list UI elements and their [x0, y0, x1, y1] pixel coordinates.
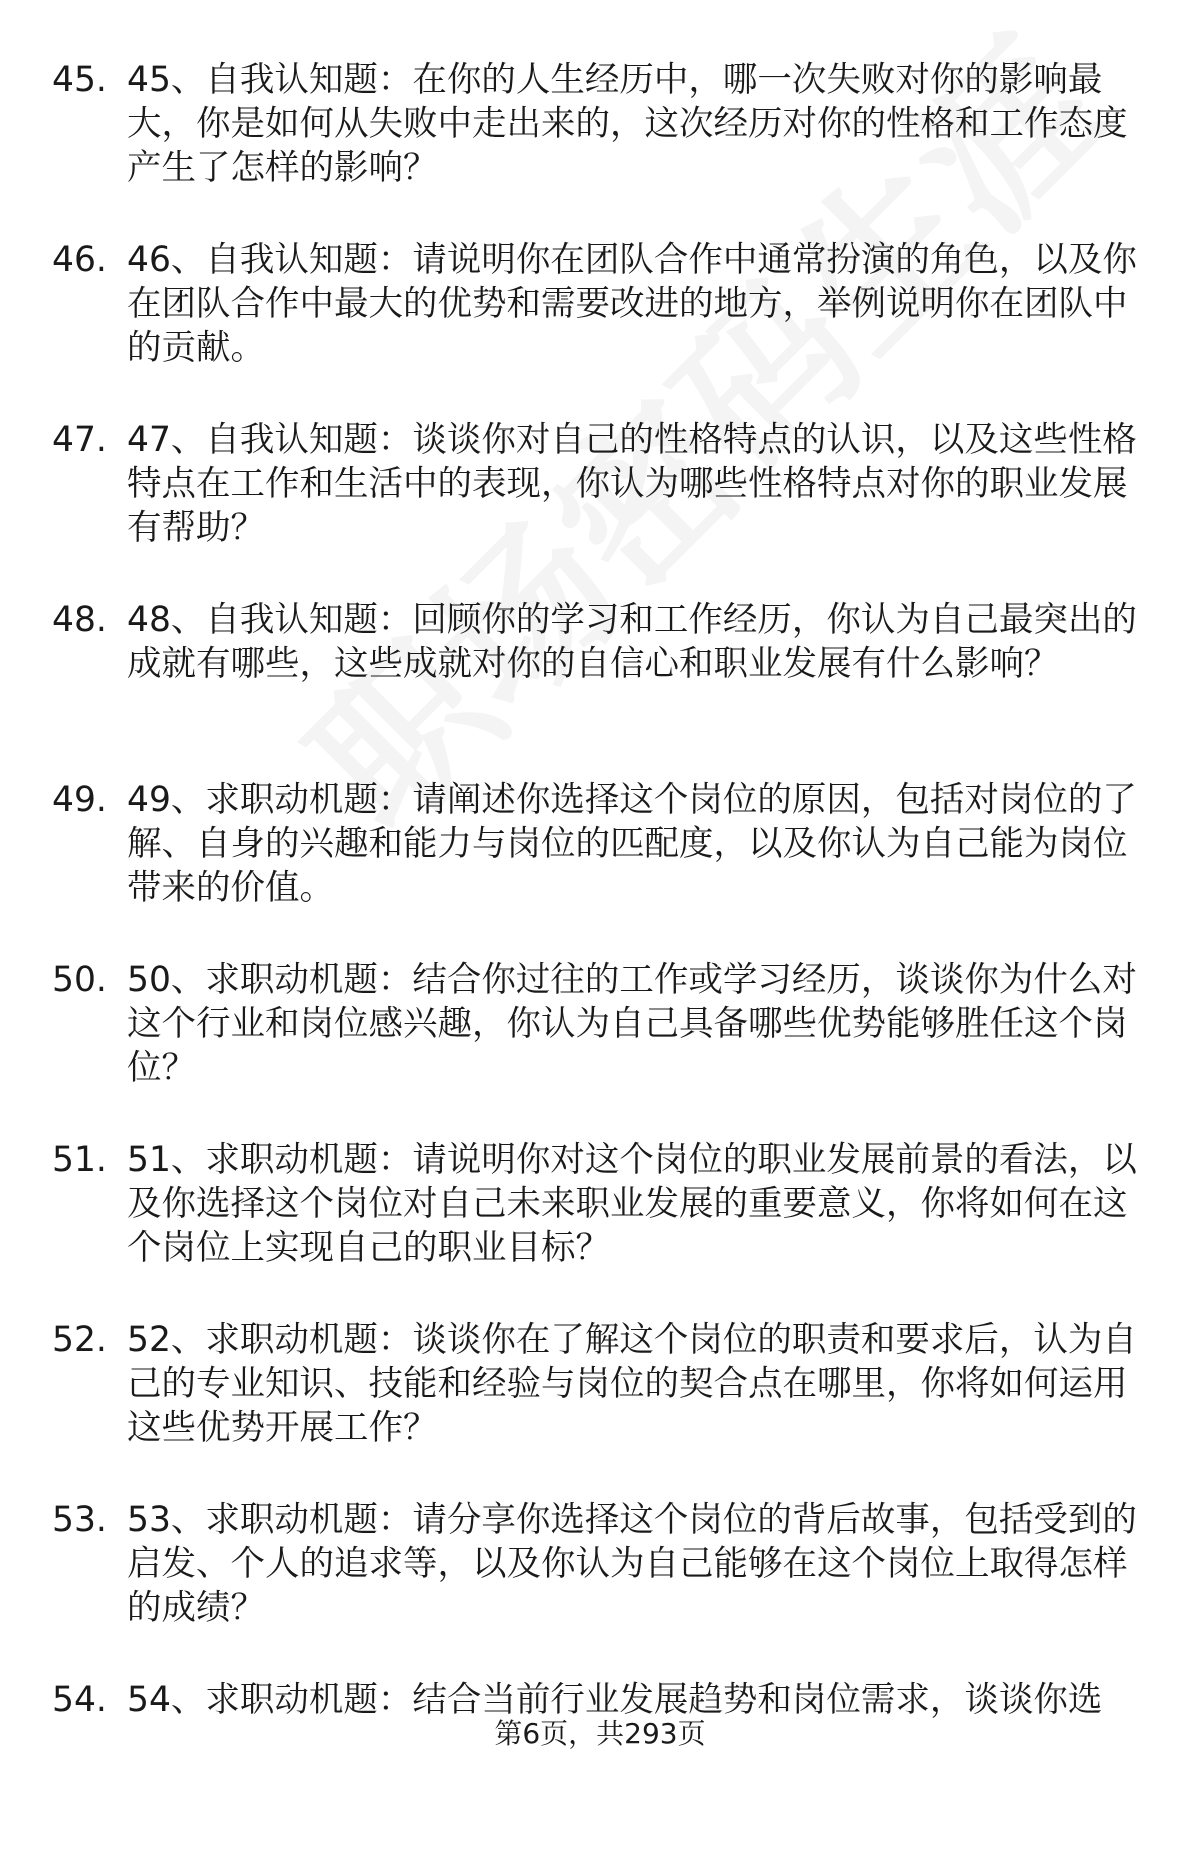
item-number: 52. — [52, 1320, 107, 1360]
list-item — [0, 58, 1200, 238]
item-number: 53. — [52, 1500, 107, 1540]
item-number: 54. — [52, 1680, 107, 1720]
item-text: 45、自我认知题：在你的人生经历中，哪一次失败对你的影响最大，你是如何从失败中走出来的，这次经历对你的性格和工作态度产生了怎样的影响？ — [127, 60, 1128, 188]
item-text: 46、自我认知题：请说明你在团队合作中通常扮演的角色，以及你在团队合作中最大的优势和需要改进的地方，举例说明你在团队中的贡献。 — [127, 240, 1137, 368]
list-item — [0, 598, 1200, 778]
item-text: 52、求职动机题：谈谈你在了解这个岗位的职责和要求后，认为自己的专业知识、技能和经验与岗位的契合点在哪里，你将如何运用这些优势开展工作？ — [127, 1320, 1137, 1448]
list-item — [0, 1678, 1200, 1858]
list-item — [0, 418, 1200, 598]
list-item — [0, 1498, 1200, 1678]
list-item — [0, 958, 1200, 1138]
item-number: 45. — [52, 60, 107, 100]
item-text: 51、求职动机题：请说明你对这个岗位的职业发展前景的看法，以及你选择这个岗位对自己未来职业发展的重要意义，你将如何在这个岗位上实现自己的职业目标？ — [127, 1140, 1137, 1268]
list-item — [0, 238, 1200, 418]
list-item — [0, 1138, 1200, 1318]
item-text: 53、求职动机题：请分享你选择这个岗位的背后故事，包括受到的启发、个人的追求等，以及你认为自己能够在这个岗位上取得怎样的成绩？ — [127, 1500, 1137, 1628]
item-number: 46. — [52, 240, 107, 280]
item-text: 54、求职动机题：结合当前行业发展趋势和岗位需求，谈谈你选 — [127, 1680, 1103, 1720]
item-number: 51. — [52, 1140, 107, 1180]
item-number: 50. — [52, 960, 107, 1000]
list-item — [0, 1318, 1200, 1498]
item-text: 48、自我认知题：回顾你的学习和工作经历，你认为自己最突出的成就有哪些，这些成就对你的自信心和职业发展有什么影响？ — [127, 600, 1137, 684]
item-text: 47、自我认知题：谈谈你对自己的性格特点的认识，以及这些性格特点在工作和生活中的表现，你认为哪些性格特点对你的职业发展有帮助？ — [127, 420, 1137, 548]
item-number: 48. — [52, 600, 107, 640]
list-item — [0, 778, 1200, 958]
item-number: 49. — [52, 780, 107, 820]
page-footer: 第6页，共293页 — [494, 1717, 706, 1750]
item-number: 47. — [52, 420, 107, 460]
item-text: 50、求职动机题：结合你过往的工作或学习经历，谈谈你为什么对这个行业和岗位感兴趣，你认为自己具备哪些优势能够胜任这个岗位？ — [127, 960, 1137, 1088]
item-text: 49、求职动机题：请阐述你选择这个岗位的原因，包括对岗位的了解、自身的兴趣和能力与岗位的匹配度，以及你认为自己能为岗位带来的价值。 — [127, 780, 1137, 908]
question-list — [0, 58, 1200, 1858]
